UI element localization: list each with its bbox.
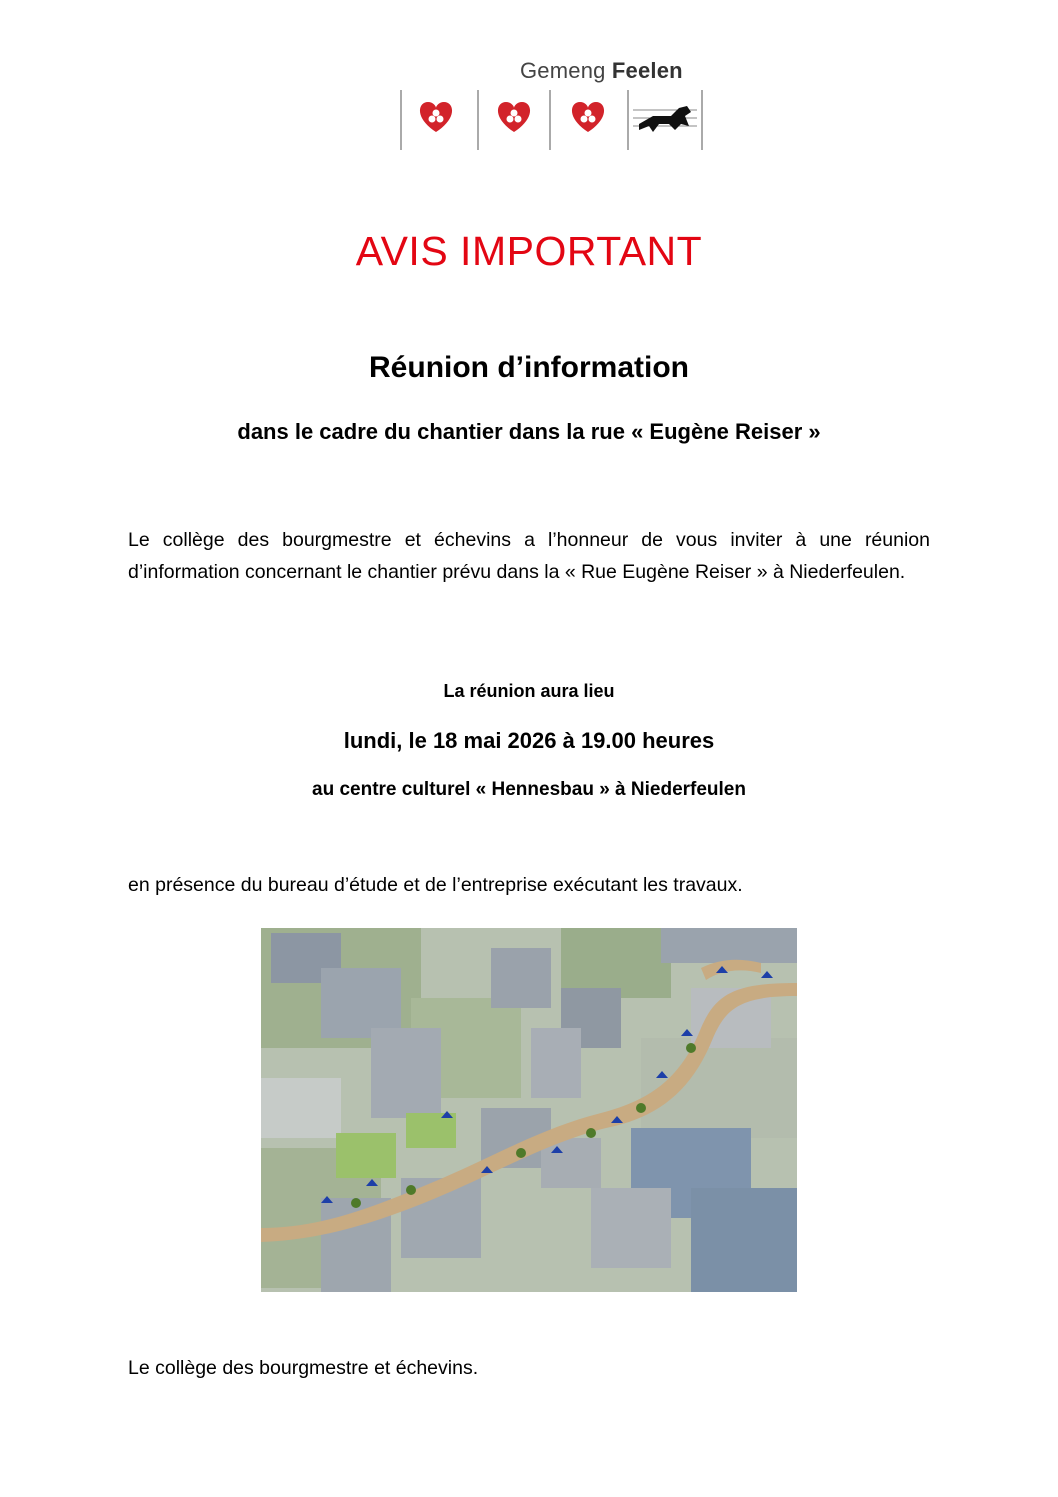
closing-signature: Le collège des bourgmestre et échevins. xyxy=(128,1357,479,1379)
heart-crest-icon xyxy=(498,102,530,132)
notice-heading: Réunion d’information xyxy=(369,351,689,384)
meeting-place: au centre culturel « Hennesbau » à Niederfeulen xyxy=(312,779,746,800)
notice-subheading: dans le cadre du chantier dans la rue « Eugène Reiser » xyxy=(237,419,821,444)
heart-crest-icon xyxy=(572,102,604,132)
lion-crest-icon xyxy=(631,106,697,132)
heart-crest-icon xyxy=(420,102,452,132)
meeting-intro: La réunion aura lieu xyxy=(443,681,615,701)
municipality-crests xyxy=(398,90,706,150)
intro-paragraph: Le collège des bourgmestre et échevins a l’honneur de vous inviter à une réunion d’information concernant le chantier prévu dans la « Rue Eugène Reiser » à Niederfeulen. xyxy=(128,529,930,583)
notice-title: AVIS IMPORTANT xyxy=(355,228,703,274)
meeting-date: lundi, le 18 mai 2026 à 19.00 heures xyxy=(343,728,715,753)
presence-paragraph: en présence du bureau d’étude et de l’entreprise exécutant les travaux. xyxy=(128,874,743,896)
municipality-logo-text xyxy=(520,58,710,84)
municipality-name: Feelen xyxy=(611,58,683,83)
municipality-prefix: Gemeng xyxy=(520,58,606,83)
construction-site-aerial-map xyxy=(261,928,797,1292)
